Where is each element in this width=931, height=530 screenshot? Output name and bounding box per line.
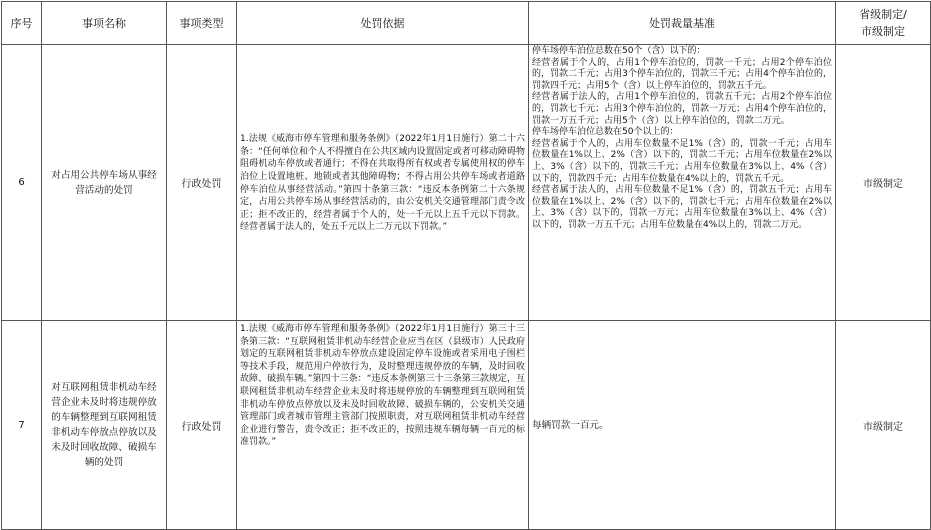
header-type: 事项类型 xyxy=(167,2,237,45)
standard-line: 每辆罚款一百元。 xyxy=(532,419,609,431)
row-penalty-standard xyxy=(529,45,836,321)
row-no: 6 xyxy=(2,45,42,321)
standard-line: 经营者属于个人的，占用车位数量不足1%（含）的，罚款一千元；占用车位数量在1%以上、2%（含）以下的，罚款二千元；占用车位数量在2%以上、3%（含）以下的，罚款三千元；占用车位数量在3%以上、4%（含）以下的，罚款四千元；占用车位数量在4%以上的，罚款五千元。 xyxy=(532,138,832,184)
row-penalty-standard xyxy=(529,321,836,530)
standard-line: 停车场停车泊位总数在50个（含）以下的： xyxy=(532,46,706,56)
row-level: 市级制定 xyxy=(836,321,931,530)
row-item-type: 行政处罚 xyxy=(167,45,237,321)
header-standard: 处罚裁量基准 xyxy=(529,2,836,45)
row-item-name: 对互联网租赁非机动车经营企业未及时将违规停放的车辆整理到互联网租赁非机动车停放点停放以及未及时回收故障、破损车辆的处罚 xyxy=(42,321,167,530)
header-no: 序号 xyxy=(2,2,42,45)
standard-line: 停车场停车泊位总数在50个以上的： xyxy=(532,127,679,138)
header-level xyxy=(836,2,931,45)
header-basis: 处罚依据 xyxy=(237,2,529,45)
row-penalty-basis: 1.法规《威海市停车管理和服务条例》（2022年1月1日施行）第二十六条：“任何单位和个人不得擅自在公共区域内设置固定或者可移动障碍物阻碍机动车停放或者通行；不得在共取得所有权或者专属使用权的停车泊位上设置地桩、地锁或者其他障碍物；不得占用公共停车场或者道路停车泊位从事经营活动。”第四十条第三款：“违反本条例第二十六条规定，占用公共停车场从事经营活动的，由公安机关交通管理部门责令改正；拒不改正的，经营者属于个人的，处一千元以上五千元以下罚款。经营者属于法人的，处五千元以上二万元以下罚款。” xyxy=(237,45,529,321)
row-level: 市级制定 xyxy=(836,45,931,321)
standard-line: 经营者属于个人的，占用1个停车泊位的，罚款一千元；占用2个停车泊位的，罚款二千元；占用3个停车泊位的，罚款三千元；占用4个停车泊位的，罚款四千元；占用5个（含）以上停车泊位的，罚款五千元。 xyxy=(532,57,832,91)
row-item-name: 对占用公共停车场从事经营活动的处罚 xyxy=(42,45,167,321)
header-name: 事项名称 xyxy=(42,2,167,45)
table-header-row xyxy=(2,2,931,45)
standard-line: 经营者属于法人的，占用车位数量不足1%（含）的，罚款五千元；占用车位数量在1%以上、2%（含）以下的，罚款七千元；占用车位数量在2%以上、3%（含）以下的，罚款一万元；占用车位数量在3%以上、4%（含）以下的，罚款一万五千元；占用车位数量在4%以上的，罚款二万元。 xyxy=(532,185,832,230)
header-level-line2: 市级制定 xyxy=(861,25,905,38)
row-no: 7 xyxy=(2,321,42,530)
row-penalty-basis: 1.法规《威海市停车管理和服务条例》（2022年1月1日施行）第三十三条第三款：“互联网租赁非机动车经营企业应当在区（县级市）人民政府划定的互联网租赁非机动车停放点建设固定停车设施或者采用电子围栏等技术手段，规范用户停放行为，及时整理违规停放的车辆，及时回收故障、破损车辆。”第四十三条：“违反本条例第三十三条第三款规定，互联网租赁非机动车经营企业未及时将违规停放的车辆整理到互联网租赁非机动车停放点停放以及未及时回收故障、破损车辆的，公安机关交通管理部门或者城市管理主管部门按照职责，对互联网租赁非机动车经营企业进行警告，责令改正；拒不改正的，按照违规车辆每辆一百元的标准罚款。” xyxy=(237,321,529,530)
table-row xyxy=(2,45,931,321)
penalty-table xyxy=(1,1,931,530)
header-level-line1: 省级制定/ xyxy=(859,8,907,21)
table-row xyxy=(2,321,931,530)
standard-line: 经营者属于法人的，占用1个停车泊位的，罚款五千元；占用2个停车泊位的，罚款七千元；占用3个停车泊位的，罚款一万元；占用4个停车泊位的，罚款一万五千元；占用5个（含）以上停车泊位的，罚款二万元。 xyxy=(532,92,832,126)
row-item-type: 行政处罚 xyxy=(167,321,237,530)
